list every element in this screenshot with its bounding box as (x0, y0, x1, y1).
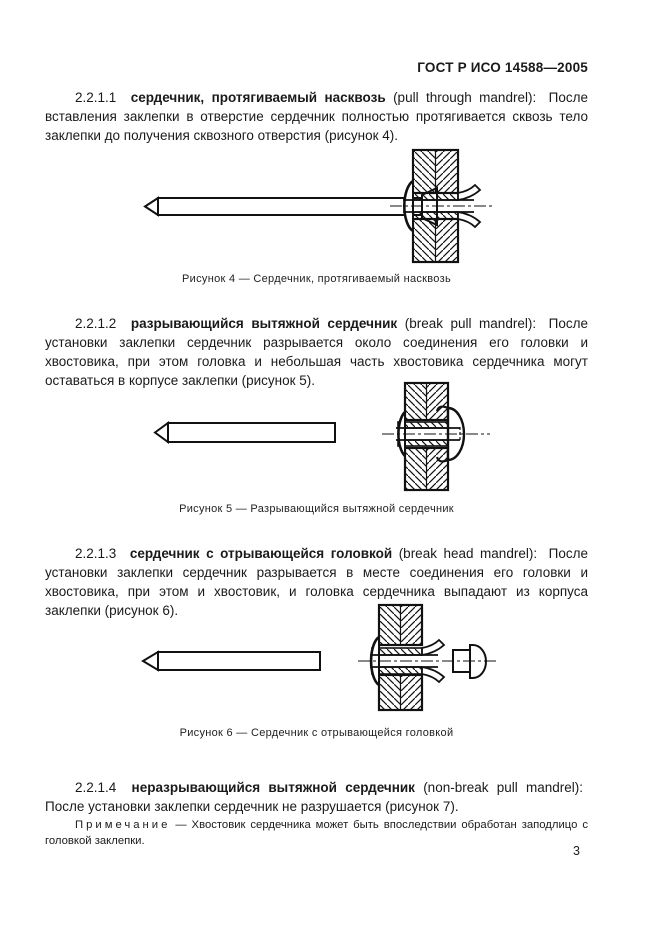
page-number: 3 (573, 844, 580, 858)
definition-text: После установки заклепки сердечник не разрушается (рисунок 7). (45, 799, 459, 814)
figure-5-drawing (100, 378, 560, 502)
definition-text: После вставления заклепки в отверстие сердечник полностью протягивается сквозь тело заклепки до получения сквозного отверстия (рисунок 4). (45, 90, 588, 143)
figure-6-caption: Рисунок 6 — Сердечник с отрывающейся головкой (179, 727, 454, 739)
section-number: 2.2.1.1 (75, 90, 117, 105)
term-en: (pull through mandrel): (393, 90, 537, 105)
term-en: (non-break pull mandrel): (423, 780, 583, 795)
section-number: 2.2.1.2 (75, 316, 117, 331)
definition-text: После установки заклепки сердечник разрывается в месте соединения его головки и хвостовика, при этом и хвостовик, и головка сердечника выпадают из корпуса заклепки (рисунок 6). (45, 546, 588, 618)
definition-text: После установки заклепки сердечник разрывается около соединения его головки и хвостовика, при этом головка и небольшая часть хвостовика сердечника могут оставаться в корпусе заклепки (рисунок 5). (45, 316, 588, 388)
rivet-cross-section (358, 605, 497, 710)
figure-5 (100, 378, 560, 502)
mandrel-break-head (143, 652, 320, 670)
document-title: ГОСТ Р ИСО 14588—2005 (417, 60, 588, 75)
note-text: — Хвостовик сердечника может быть впоследствии обработан заподлицо с головкой заклепки. (45, 819, 588, 847)
note-label: Примечание (75, 819, 171, 831)
term-en: (break head mandrel): (398, 546, 538, 561)
rivet-cross-section (382, 383, 490, 490)
term-ru: сердечник, протягиваемый насквозь (130, 90, 386, 105)
figure-6 (100, 600, 560, 715)
figure-6-drawing (100, 600, 560, 715)
figure-4 (100, 145, 560, 272)
figure-5-caption: Рисунок 5 — Разрывающийся вытяжной сердечник (179, 503, 454, 515)
paragraph-2-2-1-1 (45, 88, 588, 145)
section-number: 2.2.1.3 (75, 546, 117, 561)
paragraph-2-2-1-4 (45, 778, 588, 816)
term-ru: неразрывающийся вытяжной сердечник (131, 780, 415, 795)
mandrel-break-pull (155, 423, 335, 442)
figure-4-drawing (100, 145, 560, 272)
figure-4-caption: Рисунок 4 — Сердечник, протягиваемый насквозь (182, 273, 451, 285)
term-ru: сердечник с отрывающейся головкой (129, 546, 393, 561)
term-en: (break pull mandrel): (404, 316, 537, 331)
rivet-cross-section (390, 150, 492, 262)
term-ru: разрывающийся вытяжной сердечник (130, 316, 398, 331)
section-number: 2.2.1.4 (75, 780, 117, 795)
